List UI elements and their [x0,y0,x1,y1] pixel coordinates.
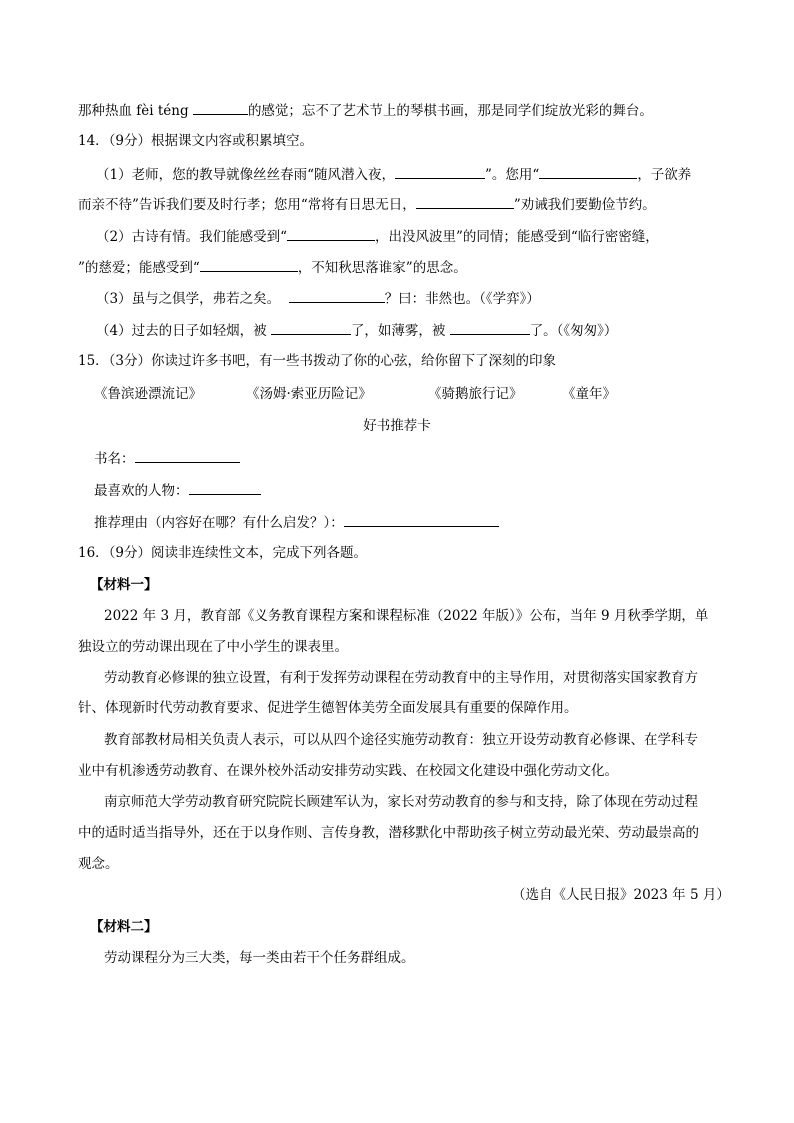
m1-paragraph-line: 针、体现新时代劳动教育要求、促进学生德智体美劳全面发展具有重要的保障作用。 [78,700,578,716]
card-field-book-label: 书名： [94,451,135,467]
m1-paragraph-line: 独设立的劳动课出现在了中小学生的课表里。 [78,639,348,655]
material-2-heading: 【材料二】 [90,919,158,935]
q14-title: 14．（9分）根据课文内容或积累填空。 [78,133,314,149]
q14-blank-2[interactable] [539,164,637,179]
q14-p1-text-d: 而亲不待”告诉我们要及时行孝；您用“常将有日思无日， [78,197,416,213]
q14-blank-1[interactable] [395,164,485,179]
q14-blank-8[interactable] [450,320,530,335]
q14-item2-line1 [96,226,659,247]
q15-title: 15．（3分）你读过许多书吧，有一些书拨动了你的心弦，给你留下了深刻的印象 [78,353,557,369]
q14-p1-text-a: （1）老师，您的教导就像丝丝春雨“随风潜入夜， [96,167,395,183]
m1-paragraph-line: 中的适时适当指导外，还在于以身作则、言传身教，潜移默化中帮助孩子树立劳动最光荣、劳动最崇高的 [78,825,699,841]
q14-blank-5[interactable] [200,257,298,272]
q14-blank-4[interactable] [287,226,375,241]
m1-paragraph-line: 南京师范大学劳动教育研究院院长顾建军认为，家长对劳动教育的参与和支持，除了体现在劳动过程 [104,794,698,810]
q14-p2-text-d: ，不知秋思落谁家”的思念。 [297,260,467,276]
card-field-character-label: 最喜欢的人物： [94,483,189,499]
material-1-heading: 【材料一】 [90,577,158,593]
book-item: 《鲁滨逊漂流记》 [94,386,202,402]
card-field-reason-label: 推荐理由（内容好在哪？有什么启发？）： [94,515,344,531]
q14-p2-text-c: ”的慈爱；能感受到“ [78,260,200,276]
card-field-character [94,480,261,501]
q14-p1-text-e: ”劝诫我们要勤俭节约。 [513,197,656,213]
m1-paragraph-line: 2022 年 3 月，教育部《义务教育课程方案和课程标准（2022 年版）》公布，当年 9 月秋季学期，单 [104,608,709,624]
book-name-input[interactable] [135,448,240,463]
m1-paragraph-line: 劳动教育必修课的独立设置，有利于发挥劳动课程在劳动教育中的主导作用，对贯彻落实国家教育方 [104,670,698,686]
q16-title: 16．（9分）阅读非连续性文本，完成下列各题。 [78,545,368,561]
book-item: 《骑鹅旅行记》 [428,386,523,402]
card-field-reason [94,512,499,533]
q14-p3-text-a: （3）虽与之俱学，弗若之矣。 [96,291,281,307]
q14-p4-text-a: （4）过去的日子如轻烟，被 [96,323,267,339]
q14-blank-6[interactable] [289,288,385,303]
m1-paragraph-line: 教育部教材局相关负责人表示，可以从四个途径实施劳动教育：独立开设劳动教育必修课、在学科专 [104,732,698,748]
q14-p4-text-b: 了，如薄雾，被 [350,323,446,339]
q14-p1-text-c: ，子欲养 [637,167,692,183]
q14-item1-line2 [78,194,656,215]
q14-p2-text-b: ，出没风波里”的同情；能感受到“临行密密缝， [375,229,659,245]
recommend-card-title: 好书推荐卡 [363,418,431,434]
q14-p1-text-b: ”。您用“ [485,167,540,183]
intro-text-after: 的感觉；忘不了艺术节上的琴棋书画，那是同学们绽放光彩的舞台。 [247,103,653,119]
m1-paragraph-line: 观念。 [78,856,119,872]
q14-item3 [96,288,540,309]
intro-text-before: 那种热血 fèi téng [78,103,193,119]
m2-paragraph-line: 劳动课程分为三大类，每一类由若干个任务群组成。 [104,950,415,966]
pinyin-blank[interactable] [193,100,248,115]
m1-paragraph-line: 业中有机渗透劳动教育、在课外校外活动安排劳动实践、在校园文化建设中强化劳动文化。 [78,763,618,779]
book-item: 《童年》 [562,386,616,402]
q14-item4 [96,320,617,341]
recommend-reason-input[interactable] [344,512,499,527]
q14-blank-7[interactable] [271,320,351,335]
favorite-character-input[interactable] [189,480,261,495]
q14-blank-3[interactable] [416,194,514,209]
q14-p3-text-b: ？曰：非然也。（《学弈》） [384,291,540,307]
q14-p4-text-c: 了。（《匆匆》） [529,323,618,339]
card-field-book [94,448,240,469]
q14-p2-text-a: （2）古诗有情。我们能感受到“ [96,229,287,245]
material-1-source: （选自《人民日报》2023 年 5 月） [512,887,730,903]
q14-item1-line1 [96,164,691,185]
intro-line [78,100,653,121]
book-item: 《汤姆·索亚历险记》 [246,386,372,402]
q14-item2-line2 [78,257,467,278]
